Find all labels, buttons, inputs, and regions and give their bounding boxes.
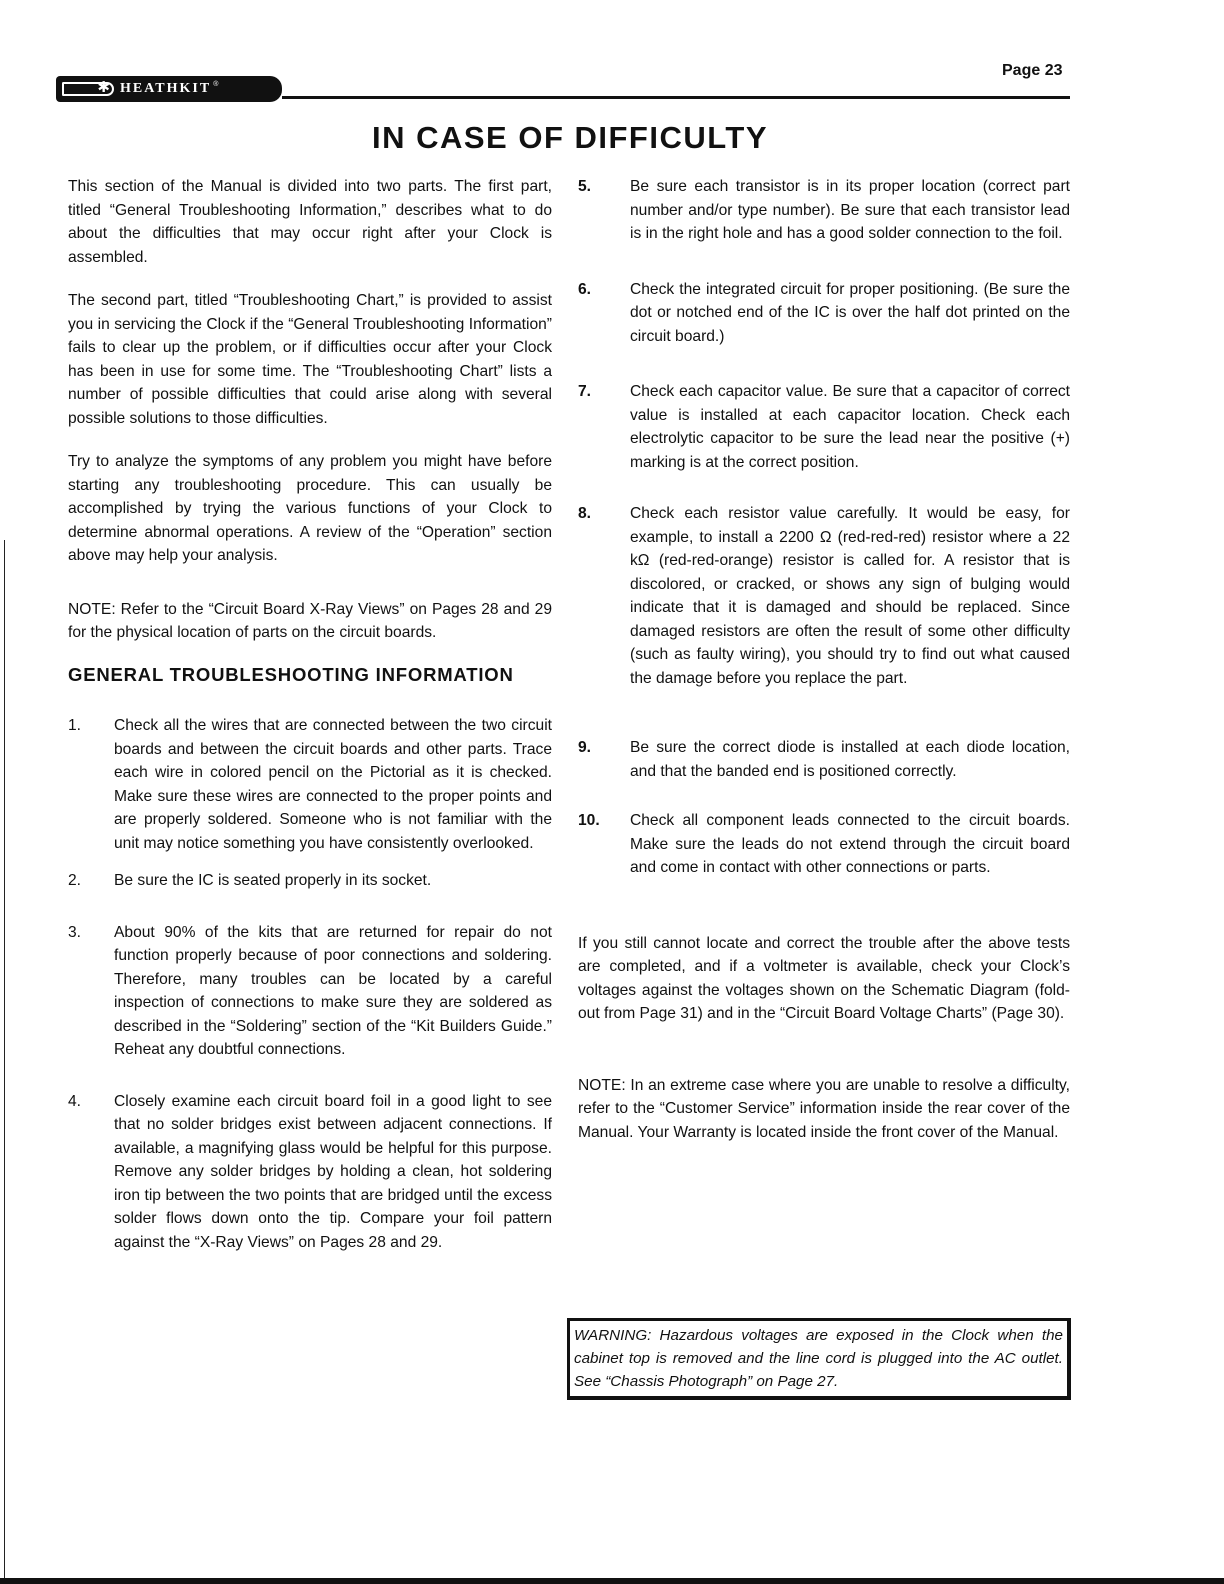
intro-paragraph: This section of the Manual is divided into two parts. The first part, titled “General Troubleshooting Information,” describes what to do about the difficulties that may occur right after your Clock is assembled. [68,178,552,266]
scan-edge-line [4,540,5,1584]
registered-mark: ® [213,81,219,88]
logo-text: HEATHKIT [120,81,212,96]
right-column [578,175,1070,1166]
closing-paragraph: If you still cannot locate and correct the trouble after the above tests are completed, and if a voltmeter is available, check your Clock’s voltages against the voltages shown on the Schematic Diagram (fold-out from Page 31) and in the “Circuit Board Voltage Charts” (Page 30). [578,934,1070,1022]
list-item [578,278,1070,349]
note-paragraph: NOTE: Refer to the “Circuit Board X-Ray Views” on Pages 28 and 29 for the physical location of parts on the circuit boards. [68,600,552,641]
list-text: Be sure each transistor is in its proper location (correct part number and/or type number). Be sure that each transistor lead is in the right hole and has a good solder connection to the foil. [630,178,1070,242]
list-text: Be sure the correct diode is installed at each diode location, and that the banded end is positioned correctly. [630,739,1070,780]
list-number: 3. [68,923,82,941]
list-number: 2. [68,872,82,889]
section-heading: GENERAL TROUBLESHOOTING INFORMATION [68,663,514,685]
list-text: Check all component leads connected to the circuit boards. Make sure the leads do not extend through the circuit board and come in contact with other connections or parts. [630,812,1070,876]
left-column [68,175,552,1276]
list-text: Check each resistor value carefully. It would be easy, for example, to install a 2200 Ω (red-red-red) resistor where a 22 kΩ (red-red-orange) resistor is called for. A resistor that is discolored, or cracked, or shows any sign of bulging would indicate that it is damaged and should be replaced. Since damaged resistors are often the result of some other difficulty (such as faulty wiring), you should try to find out what caused the damage before you replace the part. [630,505,1070,687]
scan-bottom-bar [0,1578,1224,1584]
list-number: 7. [578,383,592,400]
list-text: Check all the wires that are connected between the two circuit boards and between the circuit boards and other parts. Trace each wire in colored pencil on the Pictorial as it is checked. Make sure these wires are connected to the proper points and are properly soldered. Someone who is not familiar with the unit may notice something you have consistently overlooked. [114,717,552,852]
list-text: About 90% of the kits that are returned for repair do not function properly because of poor connections and soldering. Therefore, many troubles can be located by a careful inspection of connections to make sure they are soldered as described in the “Soldering” section of the “Kit Builders Guide.” Reheat any doubtful connections. [114,923,552,1058]
list-number: 6. [578,280,592,298]
list-item [578,736,1070,783]
list-item [68,921,552,1062]
list-item [68,1090,552,1255]
list-number: 4. [68,1092,82,1110]
list-text: Check each capacitor value. Be sure that a capacitor of correct value is installed at each capacitor location. Check each electrolytic capacitor to be sure the lead near the positive (+) marking is at the correct position. [630,383,1070,471]
list-number: 8. [578,505,592,522]
intro-paragraph: Try to analyze the symptoms of any problem you might have before starting any troubleshooting procedure. This can usually be accomplished by trying the various functions of your Clock to determine abnormal operations. A review of the “Operation” section above may help your analysis. [68,453,552,564]
header-rule [282,96,1070,99]
list-item [578,502,1070,690]
list-item [68,869,552,893]
heathkit-logo [56,76,282,102]
list-number: 1. [68,717,82,734]
list-item [578,175,1070,246]
list-number: 5. [578,178,592,195]
list-text: Closely examine each circuit board foil in a good light to see that no solder bridges exist between adjacent connections. If available, a magnifying glass would be helpful for this purpose. Remove any solder bridges by holding a clean, hot soldering iron tip between the two points that are bridged until the excess solder flows down onto the tip. Compare your foil pattern against the “X-Ray Views” on Pages 28 and 29. [114,1092,552,1251]
atom-emblem-icon [62,82,114,96]
intro-paragraph: The second part, titled “Troubleshooting Chart,” is provided to assist you in servicing the Clock if the “General Troubleshooting Information” fails to clear up the problem, or if difficulties occur after your Clock has been in use for some time. The “Troubleshooting Chart” lists a number of possible difficulties that could arise along with several possible solutions to those difficulties. [68,292,552,427]
list-number: 9. [578,739,592,756]
list-item [578,809,1070,880]
list-item [578,380,1070,474]
list-item [68,714,552,855]
page-title: IN CASE OF DIFFICULTY [371,120,769,155]
page-number: Page 23 [1002,62,1063,79]
warning-box: WARNING: Hazardous voltages are exposed in the Clock when the cabinet top is removed and the line cord is plugged into the AC outlet. See “Chassis Photograph” on Page 27. [567,1318,1071,1400]
list-number: 10. [578,812,600,829]
list-text: Be sure the IC is seated properly in its socket. [114,872,432,889]
note-paragraph: NOTE: In an extreme case where you are unable to resolve a difficulty, refer to the “Customer Service” information inside the rear cover of the Manual. Your Warranty is located inside the front cover of the Manual. [578,1076,1070,1141]
list-text: Check the integrated circuit for proper positioning. (Be sure the dot or notched end of the IC is over the half dot printed on the circuit board.) [630,280,1070,345]
